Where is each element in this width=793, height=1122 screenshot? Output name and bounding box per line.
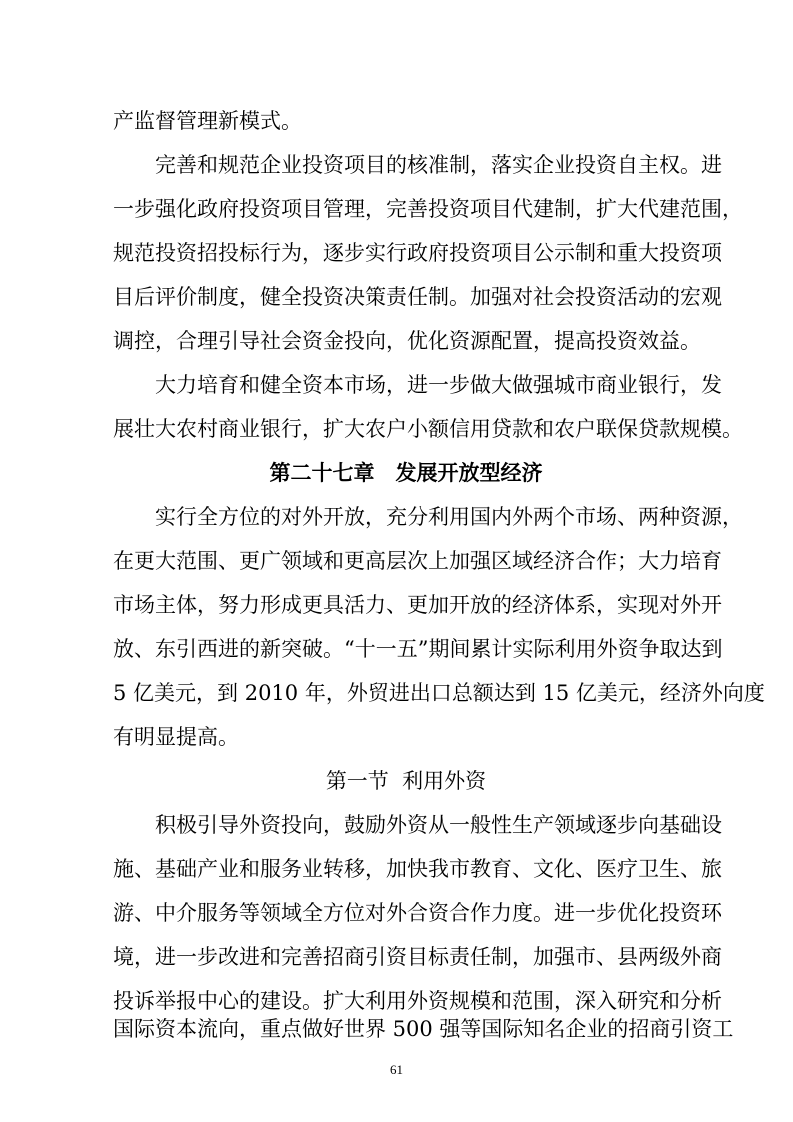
text-line: 施、基础产业和服务业转移，加快我市教育、文化、医疗卫生、旅 [113,857,722,881]
chapter-heading: 第二十七章 发展开放型经济 [269,461,543,485]
text-line: 规范投资招投标行为，逐步实行政府投资项目公示制和重大投资项 [113,241,722,265]
section-heading: 第一节 利用外资 [325,769,487,793]
text-line: 游、中介服务等领域全方位对外合资合作力度。进一步优化投资环 [113,901,722,925]
text-line: 目后评价制度，健全投资决策责任制。加强对社会投资活动的宏观 [113,285,722,309]
text-line: 产监督管理新模式。 [113,109,302,133]
text-line: 调控，合理引导社会资金投向，优化资源配置，提高投资效益。 [113,329,701,353]
text-line: 国际资本流向，重点做好世界 500 强等国际知名企业的招商引资工 [113,1017,734,1041]
text-line: 境，进一步改进和完善招商引资目标责任制，加强市、县两级外商 [113,945,722,969]
text-line: 实行全方位的对外开放，充分利用国内外两个市场、两种资源， [155,505,743,529]
text-line: 在更大范围、更广领域和更高层次上加强区域经济合作；大力培育 [113,549,722,573]
page-number: 61 [390,1062,403,1077]
text-line: 有明显提高。 [113,725,239,749]
text-line: 一步强化政府投资项目管理，完善投资项目代建制，扩大代建范围， [113,197,743,221]
text-line: 展壮大农村商业银行，扩大农户小额信用贷款和农户联保贷款规模。 [113,417,743,441]
text-line: 投诉举报中心的建设。扩大利用外资规模和范围，深入研究和分析 [113,989,722,1013]
text-line: 积极引导外资投向，鼓励外资从一般性生产领域逐步向基础设 [155,813,722,837]
text-line: 大力培育和健全资本市场，进一步做大做强城市商业银行，发 [155,373,722,397]
text-line: 完善和规范企业投资项目的核准制，落实企业投资自主权。进 [155,153,722,177]
text-line: 市场主体，努力形成更具活力、更加开放的经济体系，实现对外开 [113,593,722,617]
text-line: 5 亿美元，到 2010 年，外贸进出口总额达到 15 亿美元，经济外向度 [113,681,765,705]
text-line: 放、东引西进的新突破。“十一五”期间累计实际利用外资争取达到 [113,637,723,661]
